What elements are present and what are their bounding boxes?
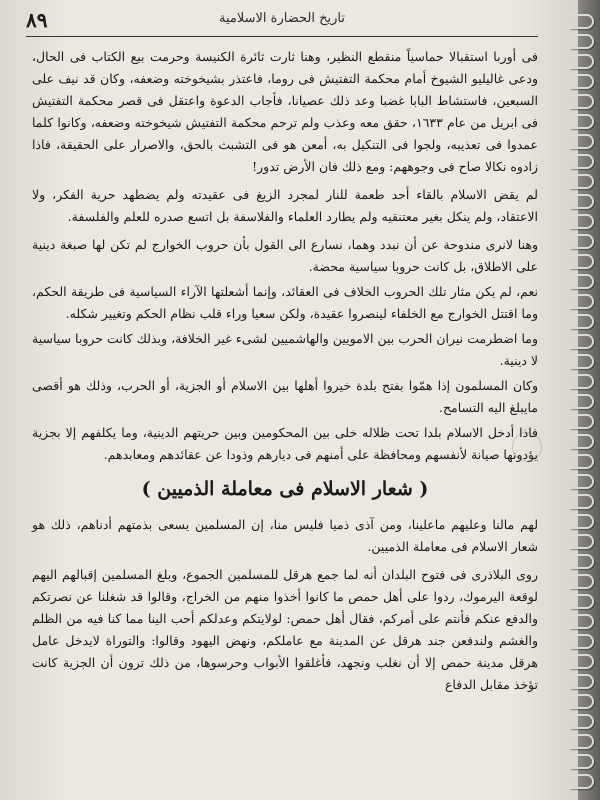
binding-ring xyxy=(570,94,594,109)
paragraph-political-wars: نعم، لم يكن مثار تلك الحروب الخلاف فى العقائد، وإنما أشعلتها الآراء السياسية فى طريقة الحكم، وما اقتتل الخوارج مع الخلفاء لينصروا عقيدة، ولكن سعيا وراء قلب نظام الحكم وتغيير شكله. xyxy=(32,284,538,321)
binding-ring xyxy=(570,214,594,229)
binding-ring xyxy=(570,454,594,469)
binding-ring xyxy=(570,714,594,729)
paragraph-islam-tolerance: لم يقض الاسلام بالقاء أحد طعمة للنار لمجرد الزيغ فى عقيدته ولم يضطهد حرية الفكر، ولا الاعتقاد، ولم ينكل بغير معتنقيه ولم يطارد العلماء والفلاسفة بل اتسع صدره للعلم والفلسفة. xyxy=(32,187,538,224)
paragraph-galileo: فى أوربا استقبالا حماسياً منقطع النظير، وهنا ثارت ثائرة الكنيسة وحرمت بيع الكتاب فى الحال، ودعى غاليليو الشيوخ أمام محكمة التفتيش فى روما، فاعتذر بشيخوخته وضعفه، وكان قد نيف على السبعين، فاستشاط البابا غضبا وعد ذلك عصيانا، فأجاب الدعوة واعتقل فى قصر محكمة التفتيش فى ابريل من عام ١٦٣٣، حقق معه وعذب ولم ترحم محكمة التفتيش شيخوخته وضعفه، وكانوا كلما عمدوا فى تعذيبه، ولجوا فى التنكيل به، أمعن هو فى التشبث بالحق، والاصرار على الحقيقة، فاذا زادوه نكالا صاح فى وجوههم: ومع ذلك فان الأرض تدور! xyxy=(32,49,538,174)
binding-ring xyxy=(570,74,594,89)
paragraph-religious-freedom: فاذا أدخل الاسلام بلدا تحت ظلاله خلى بين المحكومين وبين حريتهم الدينية، وما يكلفهم إلا بجزية يؤدونها صيانة لأنفسهم ومحافظة على أمنهم فى ديارهم وذودا عن عقائدهم ومعابدهم. xyxy=(32,425,538,462)
binding-ring xyxy=(570,574,594,589)
paragraph-baladhuri: روى البلاذرى فى فتوح البلدان أنه لما جمع هرقل للمسلمين الجموع، وبلغ المسلمين إقبالهم اليهم لوقعة اليرموك، ردوا على أهل حمص ما كانوا أخذوا منهم من الخراج، وقالوا قد شغلنا عن نصرتكم والدفع عنكم فأنتم على أمركم، فقال أهل حمص: لولايتكم وعدلكم أحب الينا مما كنا فيه من الظلم والغشم ولندفعن جند هرقل عن المدينة مع عاملكم، ونهض اليهود وقالوا: والتوراة لايدخل عامل هرقل مدينة حمص إلا أن نغلب ونجهد، فأغلقوا الأبواب وحرسوها، من ذلك ترون أن الجزية كانت تؤخذ مقابل الدفاع xyxy=(32,567,538,692)
binding-ring xyxy=(570,694,594,709)
binding-ring xyxy=(570,594,594,609)
binding-ring xyxy=(570,734,594,749)
binding-ring xyxy=(570,754,594,769)
page-number: ٨٩ xyxy=(26,8,48,32)
binding-ring xyxy=(570,634,594,649)
binding-ring xyxy=(570,54,594,69)
binding-ring xyxy=(570,774,594,789)
paragraph-umayyad-hashemite: وما اضطرمت نيران الحرب بين الامويين والهاشميين لشىء غير الخلافة، وبذلك كانت حروبا سياسية لا دينية. xyxy=(32,331,538,368)
binding-ring xyxy=(570,194,594,209)
binding-ring xyxy=(570,474,594,489)
binding-ring xyxy=(570,14,594,29)
binding-ring xyxy=(570,654,594,669)
paragraph-dhimmi-motto: لهم مالنا وعليهم ماعلينا، ومن آذى ذميا فليس منا، إن المسلمين يسعى بذمتهم أدناهم، ذلك هو شعار الاسلام فى معاملة الذميين. xyxy=(32,517,538,554)
binding-ring xyxy=(570,514,594,529)
running-title: تاريخ الحضارة الاسلامية xyxy=(219,11,345,26)
binding-ring xyxy=(570,114,594,129)
binding-ring xyxy=(570,394,594,409)
binding-ring xyxy=(570,414,594,429)
paragraph-kharijites: وهنا لانرى مندوحة عن أن نبدد وهما، نسارع الى القول بأن حروب الخوارج لم تكن لها صبغة دينية على الاطلاق، بل كانت حروبا سياسية محضة. xyxy=(32,237,538,274)
binding-ring xyxy=(570,134,594,149)
binding-ring xyxy=(570,354,594,369)
binding-ring xyxy=(570,614,594,629)
binding-ring xyxy=(570,494,594,509)
binding-ring xyxy=(570,434,594,449)
paragraph-conquest-choice: وكان المسلمون إذا همّوا بفتح بلدة خيروا أهلها بين الاسلام أو الجزية، أو الحرب، وذلك هو أقصى مايبلغ اليه التسامح. xyxy=(32,378,538,415)
binding-ring xyxy=(570,314,594,329)
binding-ring xyxy=(570,174,594,189)
binding-ring xyxy=(570,254,594,269)
binding-ring xyxy=(570,154,594,169)
page-body xyxy=(32,46,538,699)
binding-ring xyxy=(570,334,594,349)
binding-ring xyxy=(570,234,594,249)
binding-ring xyxy=(570,294,594,309)
page-header xyxy=(26,8,538,38)
section-heading: ( شعار الاسلام فى معاملة الذميين ) xyxy=(141,478,429,500)
binding-ring xyxy=(570,34,594,49)
library-stamp-mark xyxy=(512,432,542,462)
binding-ring xyxy=(570,674,594,689)
binding-ring xyxy=(570,374,594,389)
binding-ring xyxy=(570,554,594,569)
binding-ring xyxy=(570,534,594,549)
binding-ring xyxy=(570,274,594,289)
header-rule xyxy=(26,36,538,37)
